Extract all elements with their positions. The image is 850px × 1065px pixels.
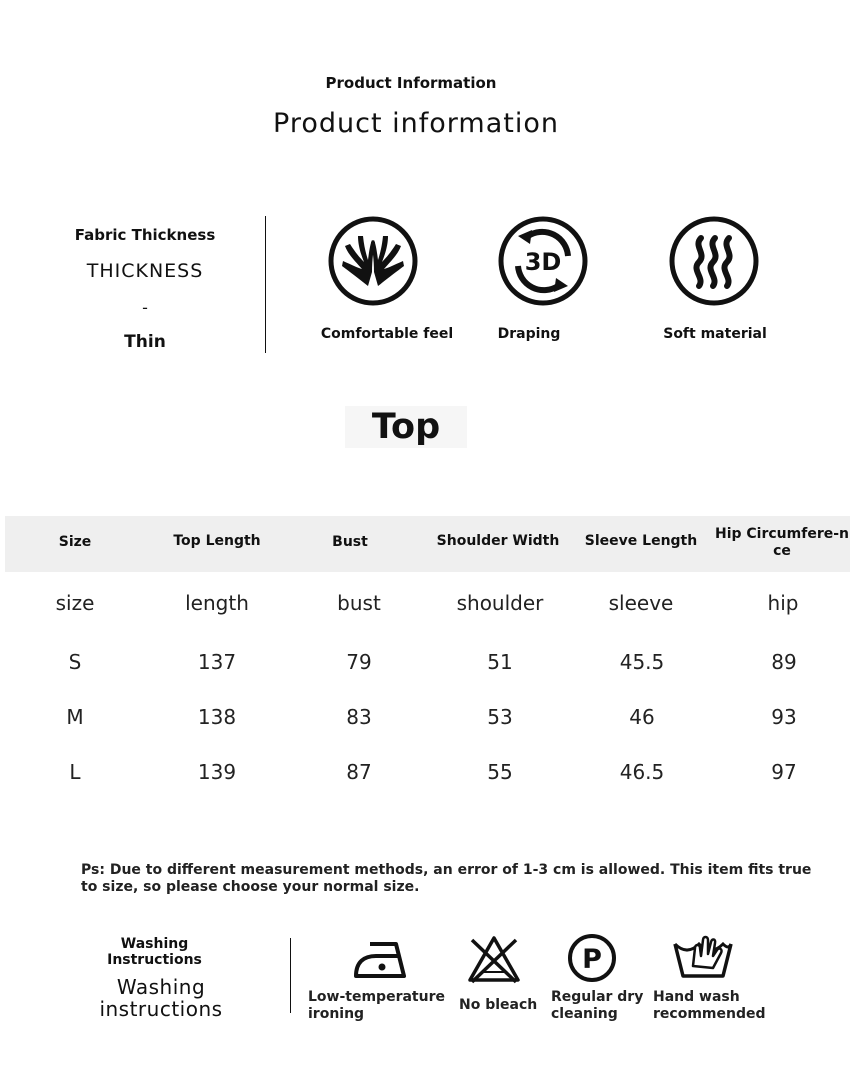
washing-en-line2: instructions [99, 997, 223, 1021]
table-key-size: size [55, 591, 95, 615]
table-cell: 137 [197, 650, 237, 674]
table-cell: 139 [197, 760, 237, 784]
table-cell: 51 [487, 650, 513, 674]
table-cell: 46 [629, 705, 655, 729]
table-header-hip: Hip Circumfere-nce [714, 526, 849, 559]
table-cell: M [66, 705, 84, 729]
table-cell: S [68, 650, 82, 674]
washing-instructions-label-en [72, 976, 250, 1020]
table-key-sleeve: sleeve [608, 591, 674, 615]
header-title-large: Product information [273, 108, 559, 139]
feature-label-soft: Soft material [663, 326, 767, 342]
fabric-thickness-label-en: THICKNESS [86, 260, 204, 282]
feature-label-comfortable: Comfortable feel [320, 326, 454, 342]
table-header-size: Size [58, 534, 92, 550]
no-bleach-icon [464, 934, 524, 986]
divider [265, 216, 266, 353]
svg-text:3D: 3D [524, 248, 562, 276]
table-cell: 138 [197, 705, 237, 729]
table-key-hip: hip [767, 591, 799, 615]
table-cell: 45.5 [619, 650, 665, 674]
table-header-shoulder-width: Shoulder Width [436, 533, 560, 549]
table-cell: 97 [771, 760, 797, 784]
table-key-length: length [185, 591, 249, 615]
care-label-dry-clean: Regular dry cleaning [551, 989, 644, 1022]
hand-wash-icon [673, 930, 733, 982]
3d-rotate-icon [498, 216, 588, 306]
table-header-top-length: Top Length [173, 533, 261, 549]
iron-icon [352, 936, 412, 988]
table-cell: L [69, 760, 81, 784]
table-cell: 89 [771, 650, 797, 674]
table-cell: 87 [346, 760, 372, 784]
washing-instructions-label: Washing Instructions [107, 936, 202, 968]
fabric-thickness-dash: - [142, 298, 148, 317]
table-cell: 79 [346, 650, 372, 674]
table-header-bust: Bust [332, 534, 368, 550]
sizing-note: Ps: Due to different measurement methods, an error of 1-3 cm is allowed. This item fits true to size, so please choose your normal size. [81, 862, 812, 895]
table-key-shoulder: shoulder [456, 591, 544, 615]
table-header-sleeve-length: Sleeve Length [584, 533, 698, 549]
table-cell: 55 [487, 760, 513, 784]
table-cell: 53 [487, 705, 513, 729]
table-key-bust: bust [337, 591, 381, 615]
washing-en-line1: Washing [116, 975, 206, 999]
dry-clean-icon [562, 932, 622, 984]
feature-label-draping: Draping [497, 326, 561, 342]
svg-text:P: P [582, 944, 602, 975]
table-cell: 83 [346, 705, 372, 729]
table-cell: 93 [771, 705, 797, 729]
fabric-thickness-label: Fabric Thickness [74, 226, 216, 244]
hands-icon [328, 216, 418, 306]
table-cell: 46.5 [619, 760, 665, 784]
section-title: Top [345, 406, 467, 448]
wavy-lines-icon [669, 216, 759, 306]
care-label-hand-wash: Hand wash recommended [653, 989, 766, 1022]
header-title-small: Product Information [325, 74, 497, 92]
care-label-ironing: Low-temperature ironing [308, 989, 445, 1022]
fabric-thickness-value: Thin [124, 332, 166, 352]
care-label-no-bleach: No bleach [459, 997, 538, 1013]
divider [290, 938, 291, 1013]
